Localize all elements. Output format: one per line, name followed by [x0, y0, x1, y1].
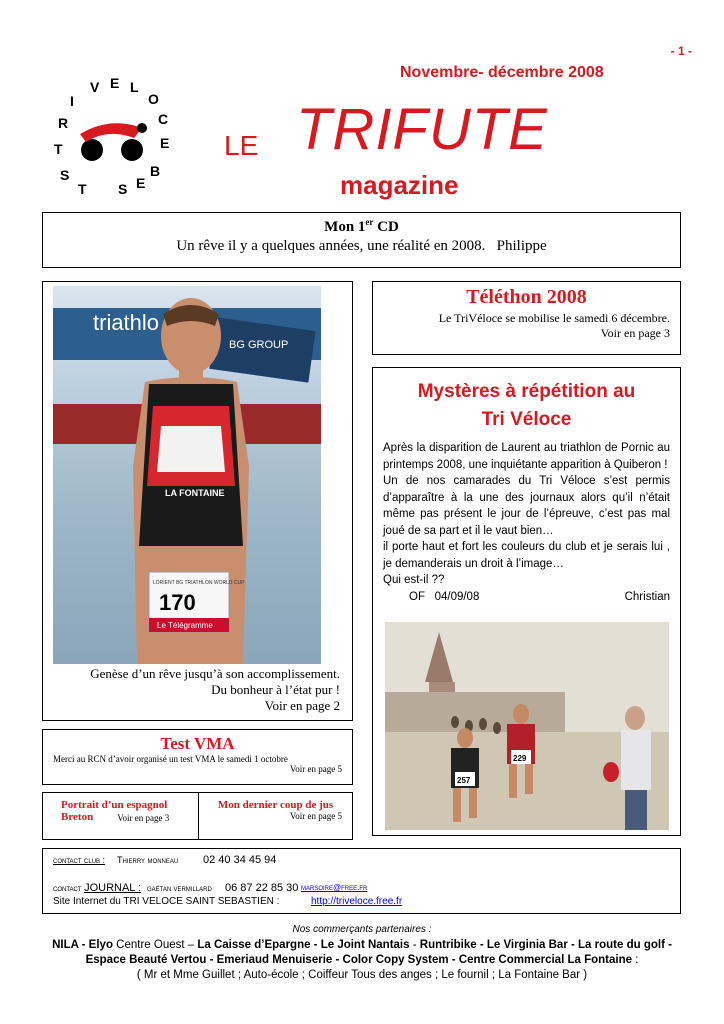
partner-names: Espace Beauté Vertou - Emeriaud Menuiserie - Color Copy System - Centre Commercial La Fontaine	[85, 954, 632, 966]
logo-letter: E	[160, 135, 170, 151]
banner-headline	[43, 217, 680, 236]
spectator-bag	[603, 762, 619, 782]
magazine-title: TRIFUTE	[296, 97, 548, 162]
logo-letter: R	[58, 115, 69, 131]
telethon-line-2: Voir en page 3	[600, 326, 670, 340]
portrait-box	[43, 793, 199, 839]
runner-leg	[469, 788, 477, 818]
logo-letter: E	[110, 76, 120, 91]
banner-text: triathlo	[93, 310, 160, 335]
telethon-line-1: Le TriVéloce se mobilise le samedi 6 décembre.	[438, 311, 670, 325]
main-photo-box	[42, 281, 353, 721]
mystery-source	[383, 589, 479, 606]
spectator-legs	[625, 790, 647, 830]
partners-list	[0, 938, 724, 983]
newspaper-photo	[385, 622, 669, 830]
mystery-credit	[383, 589, 670, 606]
mystery-title	[373, 378, 680, 434]
spectator	[493, 722, 501, 734]
banner-text-end: CD	[373, 219, 399, 235]
portrait-title-line-1: Portrait d’un espagnol	[61, 799, 168, 811]
partners-line-1	[0, 938, 724, 953]
runner-leg	[453, 788, 461, 822]
logo-letter: S	[60, 167, 70, 183]
cyclist-head	[137, 123, 147, 133]
sponsor-text: BG GROUP	[229, 339, 289, 351]
journal-label-1: contact	[53, 883, 82, 893]
journal-contact-phone: 06 87 22 85 30	[225, 882, 299, 894]
bottom-teasers	[42, 792, 353, 840]
banner-author: Philippe	[496, 238, 547, 254]
logo-graphic	[44, 76, 180, 202]
vma-see: Voir en page 5	[289, 764, 342, 774]
buildings	[385, 692, 565, 732]
website-label: Site Internet du TRI VELOCE SAINT SEBASTIEN :	[53, 896, 280, 907]
jus-box	[199, 793, 352, 839]
mystery-article	[373, 434, 680, 605]
banner-quote: Un rêve il y a quelques années, une réalité en 2008.	[176, 238, 486, 254]
logo-letter: T	[78, 181, 87, 197]
portrait-line-2	[43, 811, 198, 823]
photo-caption	[50, 666, 340, 714]
issue-date: Novembre- décembre 2008	[400, 64, 604, 81]
source-label: OF	[409, 590, 425, 603]
banner-sup: er	[365, 217, 374, 227]
partners-line-2	[0, 953, 724, 968]
caption-line-3: Voir en page 2	[264, 698, 340, 713]
page-number: - 1 -	[670, 44, 692, 58]
telethon-title: Téléthon 2008	[466, 286, 587, 308]
runner-head	[457, 728, 473, 748]
club-contact-phone: 02 40 34 45 94	[203, 854, 277, 866]
journal-contact-label	[53, 882, 141, 894]
bib-bottom-text: Le Télégramme	[157, 621, 213, 630]
partners-title: Nos commerçants partenaires :	[292, 924, 432, 935]
partner-name: Runtribike - Le Virginia Bar - La route du golf -	[419, 939, 672, 951]
website-link[interactable]: http://triveloce.free.fr	[311, 896, 403, 907]
logo-letter: V	[90, 79, 100, 95]
logo-letter: L	[130, 79, 139, 95]
source-date: 04/09/08	[434, 590, 480, 603]
journal-label-2: JOURNAL :	[84, 882, 142, 894]
logo-letter: B	[150, 163, 161, 179]
vma-text: Merci au RCN d’avoir organisé un test VMA le samedi 1 octobre	[53, 754, 288, 764]
bib-top-text: LORIENT BG TRIATHLON WORLD CUP	[153, 580, 245, 586]
spectator-head	[625, 706, 645, 730]
runner-leg	[525, 764, 533, 794]
logo-letter: O	[148, 91, 159, 107]
journal-email-link[interactable]: marsoire@free.fr	[301, 883, 368, 892]
bike-wheel	[81, 139, 103, 161]
caption-line-2: Du bonheur à l’état pur !	[211, 682, 340, 697]
logo-letter: C	[158, 111, 169, 127]
vma-box	[42, 729, 353, 785]
headline-banner	[42, 212, 681, 268]
club-contact-name: Thierry monneau	[117, 855, 179, 865]
partner-colon: :	[632, 954, 639, 966]
title-le: LE	[224, 130, 259, 161]
mystery-title-line-2: Tri Véloce	[481, 409, 572, 430]
bib-number: 170	[159, 590, 196, 615]
spectator	[479, 718, 487, 730]
vma-title: Test VMA	[160, 734, 235, 753]
portrait-title-line-2: Breton	[61, 811, 94, 823]
magazine-subtitle: magazine	[340, 170, 459, 200]
caption-line-1: Genèse d’un rêve jusqu’à son accomplissement.	[90, 666, 340, 681]
partner-name: NILA - Elyo	[52, 939, 113, 951]
mystery-para-3: il porte haut et fort les couleurs du club et je serais lui , je demanderais un droit à l’image…	[383, 541, 670, 570]
partners-line-3: ( Mr et Mme Guillet ; Auto-école ; Coiffeur Tous des anges ; Le fournil ; La Fontaine Bar )	[136, 969, 588, 981]
jus-title: Mon dernier coup de jus	[217, 799, 334, 811]
runner-bib-number: 229	[513, 754, 527, 763]
runners-illustration	[385, 622, 669, 830]
jus-see: Voir en page 5	[289, 811, 342, 821]
mystery-author: Christian	[624, 590, 670, 603]
journal-contact-name: gaëtan vermillard	[147, 884, 212, 893]
athlete-photo	[53, 286, 321, 664]
athlete-illustration	[53, 286, 321, 664]
runner-head	[513, 704, 529, 724]
mystery-question: Qui est-il ??	[383, 574, 445, 586]
mystery-box	[372, 367, 681, 836]
jersey-text: LA FONTAINE	[165, 488, 225, 498]
partner-separator: -	[409, 939, 420, 951]
banner-text: Mon 1	[324, 219, 366, 235]
spectator-body	[621, 730, 651, 790]
telethon-box	[372, 281, 681, 355]
portrait-see: Voir en page 3	[117, 813, 170, 823]
runner-bib-number: 257	[457, 776, 471, 785]
bike-wheel	[121, 139, 143, 161]
contacts-box	[42, 848, 681, 914]
logo-letter: S	[118, 181, 128, 197]
banner-subline	[43, 238, 680, 255]
logo-letter: E	[136, 175, 146, 191]
runner-leg	[509, 764, 517, 798]
club-logo	[44, 76, 180, 202]
logo-letter: I	[70, 93, 74, 109]
tri-suit-white	[157, 426, 225, 472]
mystery-para-2: Un de nos camarades du Tri Véloce s’est permis d’apparaître à la une des journaux alors qu’il n’était même pas présent le jour de l’épreuve, c’est pas mal joué de sa part et il le vaut bien…	[383, 475, 670, 537]
spectator	[451, 716, 459, 728]
mystery-para-1: Après la disparition de Laurent au triathlon de Pornic au printemps 2008, une inquiétante apparition à Quiberon !	[383, 442, 670, 471]
mystery-title-line-1: Mystères à répétition au	[417, 381, 636, 402]
club-contact-label: contact club :	[53, 855, 106, 865]
partner-name: La Caisse d’Epargne - Le Joint Nantais	[197, 939, 410, 951]
partner-name: Centre Ouest –	[112, 939, 198, 951]
logo-letter: T	[54, 141, 63, 157]
